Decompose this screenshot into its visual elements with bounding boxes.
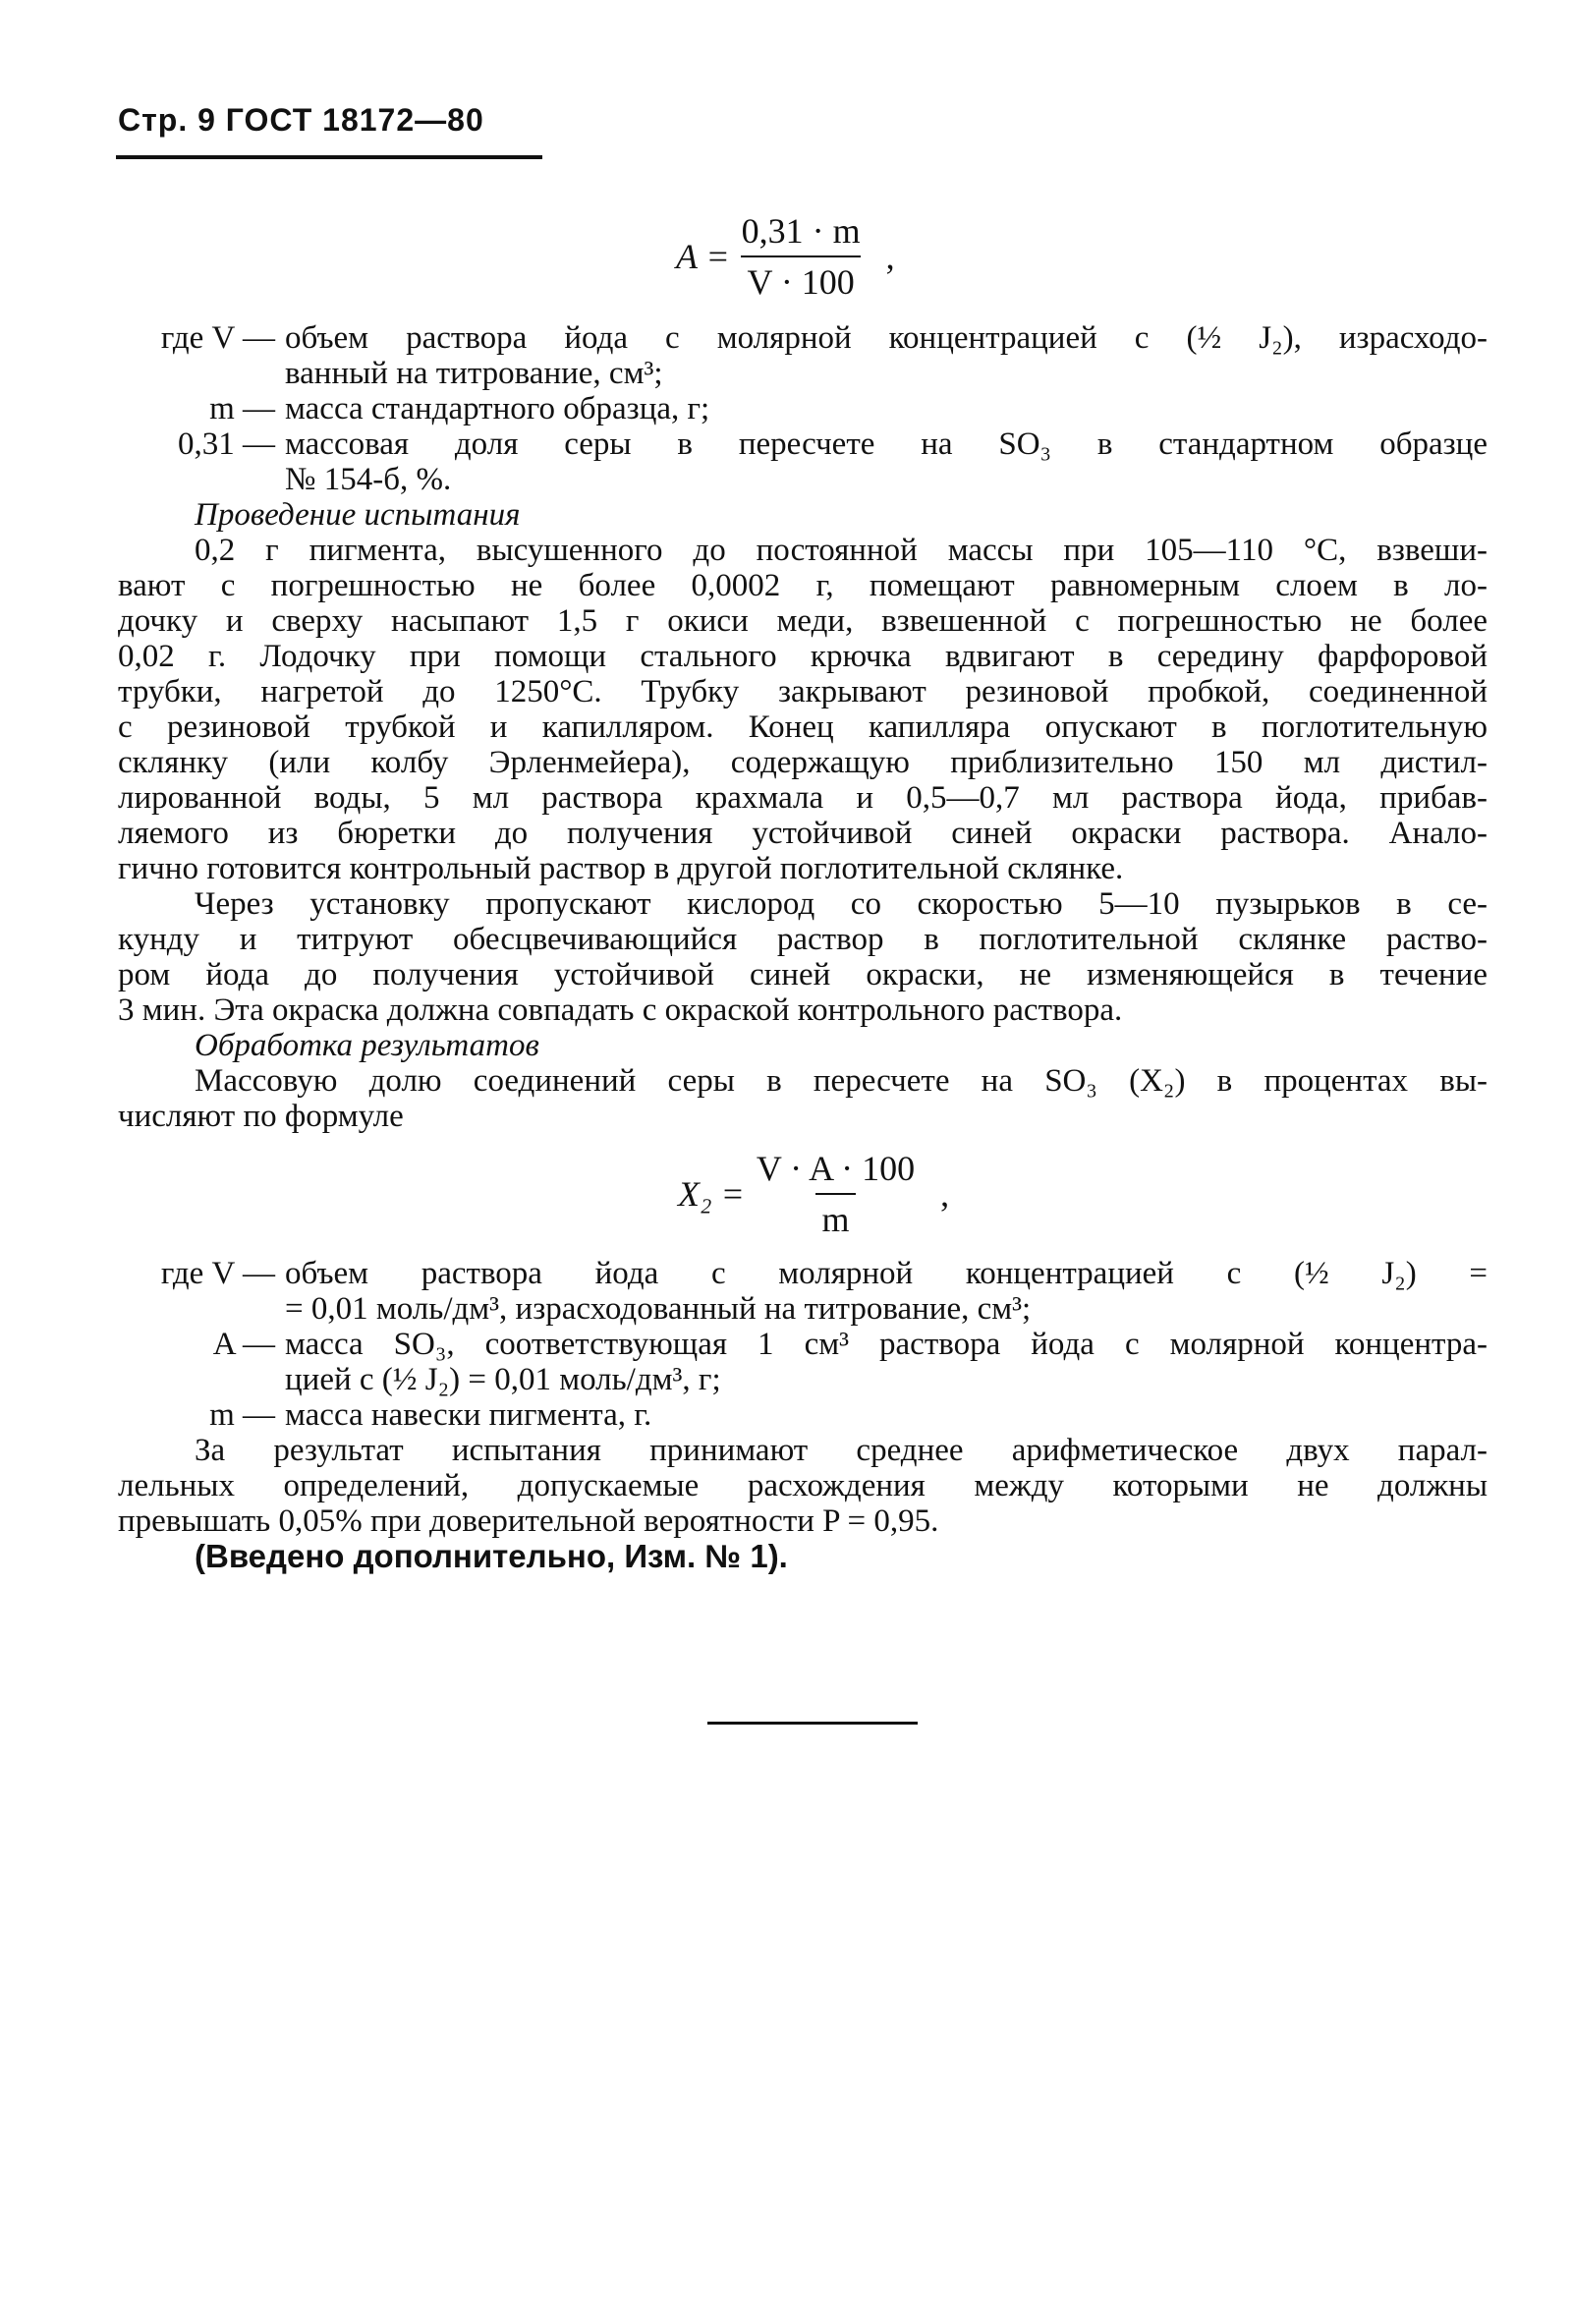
paragraph-line: числяют по формуле: [118, 1099, 404, 1134]
end-rule: [707, 1722, 918, 1725]
paragraph-line: 0,02 г. Лодочку при помощи стального крючка вдвигают в середину фарфоровой: [118, 639, 1488, 674]
formula-a-denominator: V · 100: [741, 255, 860, 303]
header-rule: [116, 155, 542, 159]
def-term: m —: [209, 1397, 275, 1433]
formula-x2-numerator: V · A · 100: [756, 1149, 916, 1188]
paragraph-line: 0,2 г пигмента, высушенного до постоянной массы при 105—110 °С, взвеши-: [195, 533, 1488, 568]
def-term: где V —: [160, 1256, 275, 1291]
def-text: массовая доля серы в пересчете на SO₃ в стандартном образце: [285, 426, 1488, 462]
def-text: масса навески пигмента, г.: [285, 1397, 652, 1433]
paragraph-line: лированной воды, 5 мл раствора крахмала и 0,5—0,7 мл раствора йода, прибав-: [118, 780, 1488, 816]
paragraph-line: Массовую долю соединений серы в пересчете на SO₃ (X₂) в процентах вы-: [195, 1063, 1488, 1099]
section-heading-results: Обработка результатов: [195, 1028, 539, 1063]
formula-a-punct: ,: [885, 237, 895, 276]
def-text: масса стандартного образца, г;: [285, 391, 710, 426]
paragraph-line: трубки, нагретой до 1250°С. Трубку закрывают резиновой пробкой, соединенной: [118, 674, 1488, 709]
def-term: m —: [209, 391, 275, 426]
formula-a: [676, 210, 895, 303]
paragraph-line: Через установку пропускают кислород со скоростью 5—10 пузырьков в се-: [195, 886, 1488, 922]
paragraph-line: превышать 0,05% при доверительной вероятности P = 0,95.: [118, 1503, 939, 1539]
paragraph-line: лельных определений, допускаемые расхождения между которыми не должны: [118, 1468, 1488, 1503]
formula-x2-punct: ,: [940, 1174, 950, 1214]
formula-a-fraction: [736, 210, 867, 303]
formula-a-lhs: A =: [676, 237, 730, 276]
paragraph-line: гично готовится контрольный раствор в другой поглотительной склянке.: [118, 851, 1124, 886]
amendment-note: (Введено дополнительно, Изм. № 1).: [195, 1538, 788, 1574]
paragraph-line: кунду и титруют обесцвечивающийся раствор в поглотительной склянке раство-: [118, 922, 1488, 957]
def-text: объем раствора йода с молярной концентрацией с (½ J₂) =: [285, 1256, 1488, 1291]
formula-a-numerator: 0,31 · m: [741, 211, 861, 251]
def-text: объем раствора йода с молярной концентрацией с (½ J₂), израсходо-: [285, 320, 1488, 356]
paragraph-line: с резиновой трубкой и капилляром. Конец капилляра опускают в поглотительную: [118, 709, 1488, 745]
formula-x2-fraction: [751, 1148, 921, 1240]
def-term: где V —: [160, 320, 275, 356]
def-text: масса SO₃, соответствующая 1 см³ раствора йода с молярной концентра-: [285, 1327, 1488, 1362]
paragraph-line: ляемого из бюретки до получения устойчивой синей окраски раствора. Анало-: [118, 816, 1488, 851]
section-heading-test: Проведение испытания: [195, 497, 521, 533]
page-header: Стр. 9 ГОСТ 18172—80: [118, 102, 484, 138]
formula-x2: [678, 1148, 949, 1240]
paragraph-line: склянку (или колбу Эрленмейера), содержащую приблизительно 150 мл дистил-: [118, 745, 1488, 780]
def-term: 0,31 —: [178, 426, 275, 462]
def-text-cont: = 0,01 моль/дм³, израсходованный на титрование, см³;: [285, 1291, 1032, 1327]
formula-x2-denominator: m: [815, 1193, 855, 1240]
paragraph-line: За результат испытания принимают среднее арифметическое двух парал-: [195, 1433, 1488, 1468]
def-text-cont: № 154-б, %.: [285, 462, 452, 497]
def-text-cont: цией с (½ J₂) = 0,01 моль/дм³, г;: [285, 1362, 721, 1397]
formula-x2-lhs: X₂ =: [678, 1174, 745, 1214]
paragraph-line: вают с погрешностью не более 0,0002 г, помещают равномерным слоем в ло-: [118, 568, 1488, 603]
def-text-cont: ванный на титрование, см³;: [285, 356, 663, 391]
paragraph-line: 3 мин. Эта окраска должна совпадать с окраской контрольного раствора.: [118, 992, 1123, 1028]
def-term: A —: [212, 1327, 275, 1362]
paragraph-line: дочку и сверху насыпают 1,5 г окиси меди, взвешенной с погрешностью не более: [118, 603, 1488, 639]
paragraph-line: ром йода до получения устойчивой синей окраски, не изменяющейся в течение: [118, 957, 1488, 992]
